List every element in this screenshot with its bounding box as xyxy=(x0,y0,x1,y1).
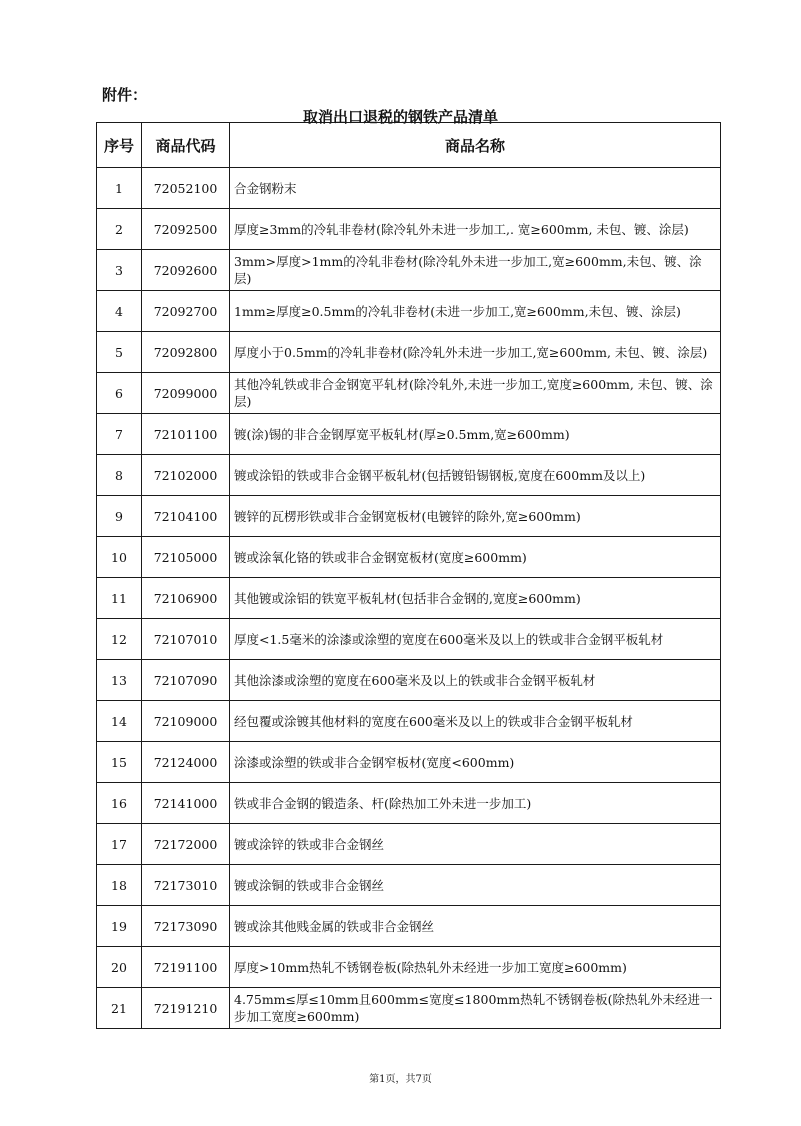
row-product-name: 其他镀或涂铝的铁宽平板轧材(包括非合金钢的,宽度≥600mm) xyxy=(230,578,721,619)
row-product-code: 72101100 xyxy=(142,414,230,455)
table-row xyxy=(97,701,721,742)
table-row xyxy=(97,250,721,291)
row-product-code: 72092500 xyxy=(142,209,230,250)
header-product-code: 商品代码 xyxy=(142,123,230,168)
table-row xyxy=(97,455,721,496)
row-product-name: 涂漆或涂塑的铁或非合金钢窄板材(宽度<600mm) xyxy=(230,742,721,783)
row-product-code: 72104100 xyxy=(142,496,230,537)
table-row xyxy=(97,291,721,332)
row-serial-number: 5 xyxy=(97,332,142,373)
row-product-name: 其他冷轧铁或非合金钢宽平轧材(除冷轧外,未进一步加工,宽度≥600mm, 未包、镀、涂层) xyxy=(230,373,721,414)
row-serial-number: 4 xyxy=(97,291,142,332)
table-row xyxy=(97,742,721,783)
row-product-name: 经包覆或涂镀其他材料的宽度在600毫米及以上的铁或非合金钢平板轧材 xyxy=(230,701,721,742)
table-row xyxy=(97,824,721,865)
row-serial-number: 1 xyxy=(97,168,142,209)
row-serial-number: 3 xyxy=(97,250,142,291)
row-product-code: 72099000 xyxy=(142,373,230,414)
document-title: 取消出口退税的钢铁产品清单 xyxy=(302,108,498,126)
row-product-code: 72141000 xyxy=(142,783,230,824)
row-product-code: 72092800 xyxy=(142,332,230,373)
row-product-name: 厚度>10mm热轧不锈钢卷板(除热轧外未经进一步加工宽度≥600mm) xyxy=(230,947,721,988)
row-serial-number: 6 xyxy=(97,373,142,414)
table-row xyxy=(97,414,721,455)
table-body xyxy=(97,168,721,1029)
row-product-name: 3mm>厚度>1mm的冷轧非卷材(除冷轧外未进一步加工,宽≥600mm,未包、镀、涂层) xyxy=(230,250,721,291)
row-serial-number: 8 xyxy=(97,455,142,496)
attachment-label: 附件： xyxy=(102,86,148,104)
table-row xyxy=(97,865,721,906)
product-table xyxy=(96,122,721,1029)
table-row xyxy=(97,947,721,988)
row-product-name: 镀锌的瓦楞形铁或非合金钢宽板材(电镀锌的除外,宽≥600mm) xyxy=(230,496,721,537)
row-serial-number: 10 xyxy=(97,537,142,578)
row-product-code: 72106900 xyxy=(142,578,230,619)
row-serial-number: 15 xyxy=(97,742,142,783)
row-serial-number: 11 xyxy=(97,578,142,619)
table-row xyxy=(97,537,721,578)
table-row xyxy=(97,988,721,1029)
row-serial-number: 21 xyxy=(97,988,142,1029)
row-product-name: 镀或涂铅的铁或非合金钢平板轧材(包括镀铅锡钢板,宽度在600mm及以上) xyxy=(230,455,721,496)
table-row xyxy=(97,660,721,701)
row-product-code: 72107090 xyxy=(142,660,230,701)
row-product-name: 镀(涂)锡的非合金钢厚宽平板轧材(厚≥0.5mm,宽≥600mm) xyxy=(230,414,721,455)
table-row xyxy=(97,783,721,824)
table-header xyxy=(97,123,721,168)
row-serial-number: 16 xyxy=(97,783,142,824)
row-serial-number: 14 xyxy=(97,701,142,742)
row-product-code: 72092600 xyxy=(142,250,230,291)
row-product-name: 镀或涂锌的铁或非合金钢丝 xyxy=(230,824,721,865)
row-product-code: 72173010 xyxy=(142,865,230,906)
row-serial-number: 7 xyxy=(97,414,142,455)
row-product-name: 镀或涂铜的铁或非合金钢丝 xyxy=(230,865,721,906)
row-serial-number: 2 xyxy=(97,209,142,250)
row-product-code: 72109000 xyxy=(142,701,230,742)
row-product-name: 厚度≥3mm的冷轧非卷材(除冷轧外未进一步加工,. 宽≥600mm, 未包、镀、涂层) xyxy=(230,209,721,250)
table-row xyxy=(97,209,721,250)
row-product-name: 1mm≥厚度≥0.5mm的冷轧非卷材(未进一步加工,宽≥600mm,未包、镀、涂层) xyxy=(230,291,721,332)
row-product-code: 72105000 xyxy=(142,537,230,578)
table-row xyxy=(97,578,721,619)
row-product-name: 合金钢粉末 xyxy=(230,168,721,209)
row-serial-number: 12 xyxy=(97,619,142,660)
row-product-code: 72173090 xyxy=(142,906,230,947)
row-serial-number: 18 xyxy=(97,865,142,906)
row-product-code: 72107010 xyxy=(142,619,230,660)
row-product-name: 4.75mm≤厚≤10mm且600mm≤宽度≤1800mm热轧不锈钢卷板(除热轧外未经进一步加工宽度≥600mm) xyxy=(230,988,721,1029)
row-product-name: 铁或非合金钢的锻造条、杆(除热加工外未进一步加工) xyxy=(230,783,721,824)
row-serial-number: 19 xyxy=(97,906,142,947)
row-product-name: 镀或涂其他贱金属的铁或非合金钢丝 xyxy=(230,906,721,947)
row-product-name: 厚度小于0.5mm的冷轧非卷材(除冷轧外未进一步加工,宽≥600mm, 未包、镀、涂层) xyxy=(230,332,721,373)
page-footer: 第1页，共7页 xyxy=(369,1074,432,1085)
row-product-name: 镀或涂氧化铬的铁或非合金钢宽板材(宽度≥600mm) xyxy=(230,537,721,578)
row-serial-number: 13 xyxy=(97,660,142,701)
table-row xyxy=(97,332,721,373)
row-serial-number: 9 xyxy=(97,496,142,537)
table-row xyxy=(97,619,721,660)
row-product-code: 72092700 xyxy=(142,291,230,332)
table-row xyxy=(97,906,721,947)
row-product-code: 72172000 xyxy=(142,824,230,865)
header-row xyxy=(97,123,721,168)
header-serial-number: 序号 xyxy=(97,123,142,168)
row-serial-number: 20 xyxy=(97,947,142,988)
table-row xyxy=(97,373,721,414)
row-product-code: 72052100 xyxy=(142,168,230,209)
row-product-code: 72102000 xyxy=(142,455,230,496)
table-row xyxy=(97,496,721,537)
row-product-code: 72191100 xyxy=(142,947,230,988)
row-product-name: 其他涂漆或涂塑的宽度在600毫米及以上的铁或非合金钢平板轧材 xyxy=(230,660,721,701)
row-product-code: 72191210 xyxy=(142,988,230,1029)
row-product-name: 厚度<1.5毫米的涂漆或涂塑的宽度在600毫米及以上的铁或非合金钢平板轧材 xyxy=(230,619,721,660)
table-row xyxy=(97,168,721,209)
row-serial-number: 17 xyxy=(97,824,142,865)
header-product-name: 商品名称 xyxy=(230,123,721,168)
row-product-code: 72124000 xyxy=(142,742,230,783)
